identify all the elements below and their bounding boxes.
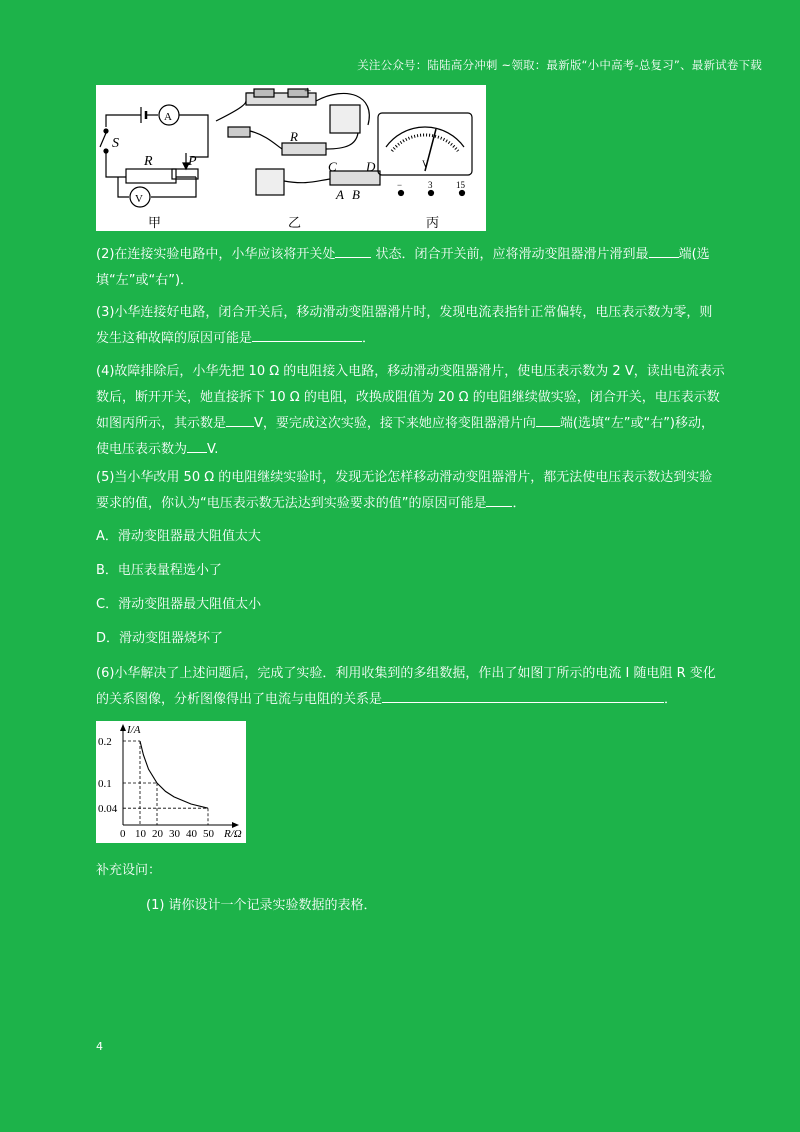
q6-line2b: ． — [664, 692, 678, 707]
q4-line4b: V. — [207, 442, 219, 457]
q3-blank-reason — [252, 327, 362, 342]
q4-blank-voltage — [187, 438, 207, 453]
label-meter-v: V — [422, 159, 429, 169]
q4-line3b: V，要完成这次实验，接下来她应将变阻器滑片向 — [254, 416, 536, 431]
label-jia: 甲 — [148, 215, 162, 230]
label-yi: 乙 — [288, 215, 302, 230]
q5-line2b: ． — [512, 496, 526, 511]
y-tick-label-0: 0.04 — [98, 803, 118, 816]
x-tick-label-5: 50 — [203, 828, 214, 840]
option-d: D．滑动变阻器烧坏了 — [96, 631, 224, 646]
apparatus-yi — [216, 89, 380, 195]
question-6 — [96, 661, 764, 713]
x-tick-label-0: 0 — [120, 828, 126, 840]
q4-line3a: 如图丙所示，其示数是 — [96, 416, 227, 431]
q2-blank-switch — [335, 243, 371, 258]
label-a: A — [164, 111, 172, 123]
q2-line2: 填“左”或“右”)． — [96, 273, 194, 288]
series-line — [140, 741, 208, 808]
circuit-figure — [96, 85, 486, 231]
x-tick-label-1: 10 — [135, 828, 146, 840]
label-bing: 丙 — [426, 215, 440, 230]
label-ab-a: A — [336, 187, 344, 202]
option-b: B．电压表量程选小了 — [96, 563, 222, 578]
label-term-15: 15 — [456, 180, 465, 190]
graph-i-vs-r — [96, 721, 246, 843]
option-a: A．滑动变阻器最大阻值太大 — [96, 529, 261, 544]
label-v: V — [135, 193, 143, 205]
q5-line1: (5)当小华改用 50 Ω 的电阻继续实验时，发现无论怎样移动滑动变阻器滑片，都无法使电压表示数达到实验 — [96, 470, 713, 485]
y-tick-label-1: 0.1 — [98, 778, 112, 790]
question-5 — [96, 465, 764, 517]
question-3 — [96, 300, 764, 352]
label-term-minus: − — [397, 180, 403, 190]
label-plus: + — [304, 85, 312, 98]
y-axis-label: I/A — [127, 724, 141, 736]
q2-line1b: 状态．闭合开关前，应将滑动变阻器滑片滑到最 — [371, 247, 649, 262]
option-c: C．滑动变阻器最大阻值太小 — [96, 597, 262, 612]
q2-line1a: (2)在连接实验电路中，小华应该将开关处 — [96, 247, 336, 262]
question-4 — [96, 359, 764, 463]
page-number: 4 — [96, 1040, 103, 1053]
y-tick-label-2: 0.2 — [98, 736, 112, 748]
q3-line2b: ． — [362, 331, 376, 346]
q6-line1: (6)小华解决了上述问题后，完成了实验．利用收集到的多组数据，作出了如图丁所示的电流 I 随电阻 R 变化 — [96, 666, 716, 681]
label-d: D — [366, 159, 376, 174]
label-r-left: R — [144, 154, 153, 169]
q5-blank-cause — [486, 492, 512, 507]
x-axis-label: R/Ω — [224, 828, 242, 840]
y-axis-arrow — [120, 724, 126, 731]
q4-line3c: 端(选填“左”或“右”)移动， — [559, 416, 715, 431]
label-ab-b: B — [352, 187, 360, 202]
q3-line1: (3)小华连接好电路，闭合开关后，移动滑动变阻器滑片时，发现电流表指针正常偏转，电压表示数为零，则 — [96, 305, 713, 320]
q4-blank-reading — [226, 412, 254, 427]
q4-line1: (4)故障排除后，小华先把 10 Ω 的电阻接入电路，移动滑动变阻器滑片，使电压表示数为 2 V，读出电流表示 — [96, 364, 725, 379]
q2-blank-end — [649, 243, 679, 258]
label-s: S — [112, 136, 119, 151]
q3-line2a: 发生这种故障的原因可能是 — [96, 331, 253, 346]
label-c: C — [328, 159, 337, 174]
q4-line2: 数后，断开开关，她直接拆下 10 Ω 的电阻，改换成阻值为 20 Ω 的电阻继续做实验，闭合开关，电压表示数 — [96, 390, 720, 405]
x-tick-label-3: 30 — [169, 828, 180, 840]
supplement-q1: (1) 请你设计一个记录实验数据的表格． — [146, 898, 377, 913]
supplement-title: 补充设问： — [96, 863, 162, 878]
q6-blank-relation — [382, 688, 664, 703]
question-2 — [96, 242, 764, 294]
label-p: P — [188, 154, 197, 169]
label-term-3: 3 — [428, 180, 433, 190]
x-tick-label-4: 40 — [186, 828, 197, 840]
q4-line4a: 使电压表示数为 — [96, 442, 188, 457]
resistor-r — [126, 169, 176, 183]
page-header: 关注公众号：陆陆高分冲刺 ~领取：最新版“小中高考-总复习”、最新试卷下载 — [357, 58, 762, 72]
q2-line1c: 端(选 — [678, 247, 710, 262]
label-r-mid: R — [290, 129, 298, 144]
label-minus: − — [246, 85, 254, 100]
q4-blank-direction — [536, 412, 560, 427]
x-tick-label-2: 20 — [152, 828, 163, 840]
q5-line2a: 要求的值，你认为“电压表示数无法达到实验要求的值”的原因可能是 — [96, 496, 487, 511]
q6-line2a: 的关系图像，分析图像得出了电流与电阻的关系是 — [96, 692, 383, 707]
